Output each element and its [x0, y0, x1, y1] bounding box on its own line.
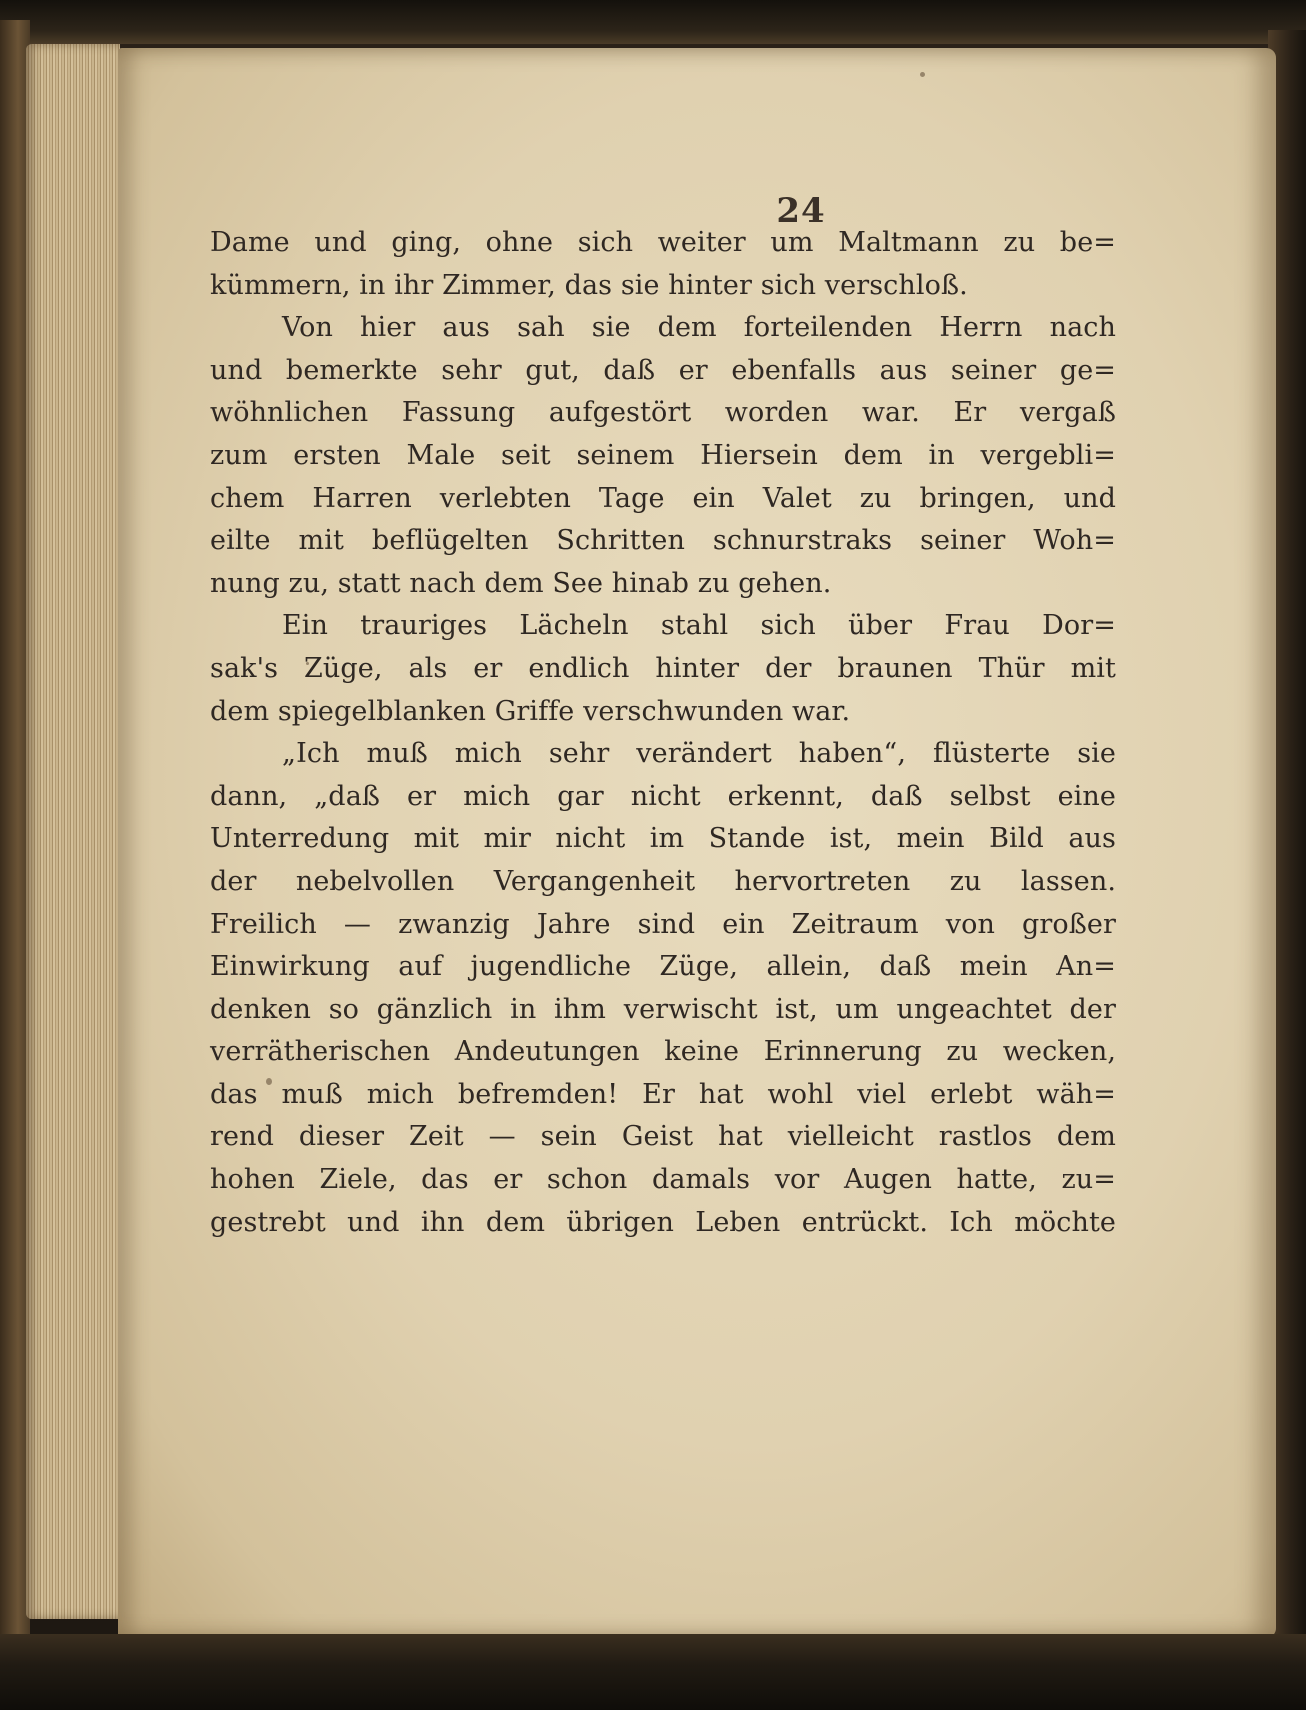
text-line: „Ich muß mich sehr verändert haben“, flüsterte sie — [282, 738, 1116, 770]
text-line: das muß mich befremden! Er hat wohl viel erlebt wäh= — [210, 1078, 1116, 1110]
body-text — [210, 222, 1116, 1244]
text-line: chem Harren verlebten Tage ein Valet zu bringen, und — [210, 482, 1116, 514]
text-line: der nebelvollen Vergangenheit hervortreten zu lassen. — [210, 865, 1116, 897]
text-line: Einwirkung auf jugendliche Züge, allein, daß mein An= — [210, 951, 1116, 983]
text-line: Von hier aus sah sie dem forteilenden Herrn nach — [282, 312, 1116, 344]
paper-speck — [920, 72, 925, 77]
text-line: Freilich — zwanzig Jahre sind ein Zeitraum von großer — [210, 908, 1116, 940]
top-binding-band — [0, 0, 1306, 44]
bottom-binding-band — [0, 1634, 1306, 1710]
text-line: und bemerkte sehr gut, daß er ebenfalls aus seiner ge= — [210, 354, 1116, 386]
text-line: Dame und ging, ohne sich weiter um Maltmann zu be= — [210, 227, 1116, 258]
text-line: eilte mit beflügelten Schritten schnurstraks seiner Woh= — [210, 525, 1116, 557]
text-line: Ein trauriges Lächeln stahl sich über Frau Dor= — [282, 610, 1116, 642]
page-edges-stack — [26, 44, 120, 1619]
text-line: rend dieser Zeit — sein Geist hat vielleicht rastlos dem — [210, 1121, 1116, 1153]
text-line: gestrebt und ihn dem übrigen Leben entrückt. Ich möchte — [210, 1206, 1116, 1238]
text-line: zum ersten Male seit seinem Hiersein dem in vergebli= — [210, 439, 1116, 471]
text-line: sak's Züge, als er endlich hinter der braunen Thür mit — [210, 652, 1116, 684]
text-line: hohen Ziele, das er schon damals vor Augen hatte, zu= — [210, 1164, 1116, 1196]
text-line: wöhnlichen Fassung aufgestört worden war. Er vergaß — [210, 397, 1116, 429]
text-line: denken so gänzlich in ihm verwischt ist, um ungeachtet der — [210, 993, 1116, 1025]
text-line: Unterredung mit mir nicht im Stande ist, mein Bild aus — [210, 823, 1116, 855]
text-line: verrätherischen Andeutungen keine Erinnerung zu wecken, — [210, 1036, 1116, 1068]
text-line: dann, „daß er mich gar nicht erkennt, daß selbst eine — [210, 780, 1116, 812]
page-number: 24 — [776, 191, 826, 231]
text-line: nung zu, statt nach dem See hinab zu gehen. — [210, 567, 832, 599]
text-line: dem spiegelblanken Griffe verschwunden war. — [210, 695, 851, 727]
text-line: kümmern, in ihr Zimmer, das sie hinter sich verschloß. — [210, 269, 968, 301]
